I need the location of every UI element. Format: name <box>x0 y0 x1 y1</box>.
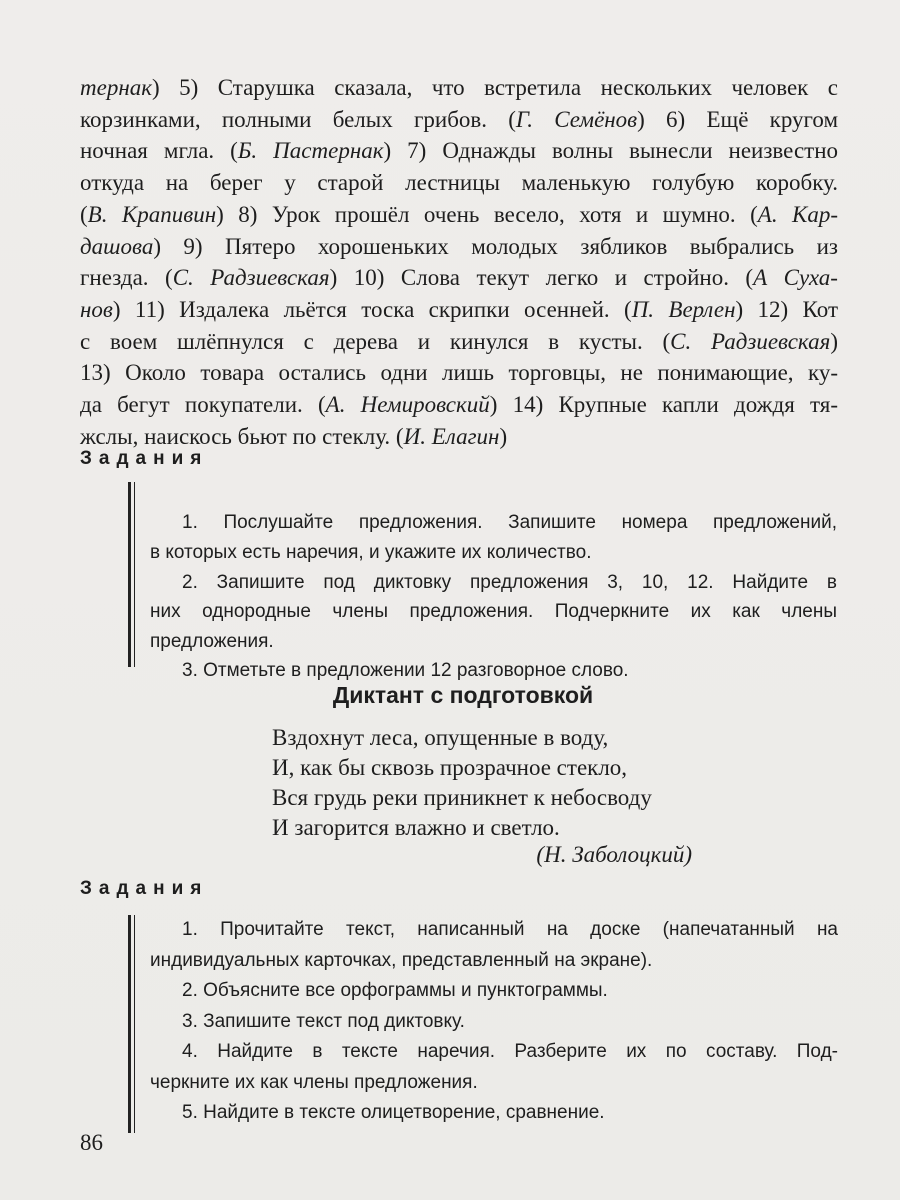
text-segment: ночная мгла. ( <box>80 138 238 164</box>
text-segment: ) 8) Урок прошёл очень весело, хотя и шумно. ( <box>216 201 758 227</box>
text-line <box>80 235 838 259</box>
text-line <box>80 108 838 132</box>
text-segment: ) 6) Ещё кругом <box>637 106 838 132</box>
text-line <box>80 298 838 322</box>
task-item-line: 2. Объясните все орфограммы и пунктограммы. <box>182 980 608 1001</box>
text-segment: ) 7) Однажды волны вынесли неизвестно <box>383 138 839 164</box>
text-segment: с воем шлёпнулся с дерева и кинулся в кусты. ( <box>80 328 671 354</box>
poem-author: (Н. Заболоцкий) <box>536 842 692 867</box>
author-citation: С. Радзиевская <box>172 265 330 291</box>
task-item-line: 3. Отметьте в предложении 12 разговорное слово. <box>182 660 629 681</box>
text-segment: корзинками, полными белых грибов. ( <box>80 106 516 132</box>
poem-line: И загорится влажно и светло. <box>272 815 560 840</box>
task-item-line: 1. Прочитайте текст, написанный на доске (напечатанный на <box>182 919 838 940</box>
poem-line: И, как бы сквозь прозрачное стекло, <box>272 755 628 780</box>
task-item-line: 3. Запишите текст под диктовку. <box>182 1010 465 1032</box>
text-segment: 13) Около товара остались одни лишь торговцы, не понимающие, ку- <box>80 360 838 386</box>
text-line <box>80 171 838 195</box>
task-item-line: черкните их как члены предложения. <box>150 1071 478 1093</box>
author-citation: С. Радзиевская <box>670 328 831 354</box>
author-citation: П. Верлен <box>631 296 736 322</box>
task-item-line: 5. Найдите в тексте олицетворение, сравнение. <box>182 1102 605 1123</box>
task-item-line: в которых есть наречия, и укажите их количество. <box>150 542 592 563</box>
poem-line: Вся грудь реки приникнет к небосводу <box>272 785 652 810</box>
author-citation: Г. Семёнов <box>515 106 638 132</box>
author-citation: нов <box>80 296 113 322</box>
tasks-margin-rule <box>128 482 135 667</box>
task-item-line: 1. Послушайте предложения. Запишите номера предложений, <box>182 512 837 533</box>
tasks-heading: Задания <box>80 878 209 899</box>
text-line <box>80 203 838 227</box>
text-line <box>80 393 838 417</box>
text-segment: ) 10) Слова текут легко и стройно. ( <box>329 265 754 291</box>
text-line <box>80 76 838 100</box>
text-line <box>80 266 838 290</box>
text-line <box>80 425 838 449</box>
text-segment: откуда на берег у старой лестницы маленькую голубую коробку. <box>80 170 838 196</box>
section-title: Диктант с подготовкой <box>332 682 594 708</box>
text-segment: ) 5) Старушка сказала, что встретила нескольких человек с <box>152 75 838 100</box>
task-item-line: индивидуальных карточках, представленный на экране). <box>150 949 653 971</box>
text-segment: да бегут покупатели. ( <box>80 392 326 417</box>
text-segment: ) 9) Пятеро хорошеньких молодых зябликов выбрались из <box>153 233 838 259</box>
author-citation: А. Немировский <box>325 392 490 417</box>
text-segment: ) 12) Кот <box>735 296 839 322</box>
text-line <box>80 330 838 354</box>
text-line <box>80 139 838 163</box>
text-segment: ) <box>830 328 838 354</box>
task-item-line: предложения. <box>150 631 274 652</box>
page-number: 86 <box>80 1130 103 1155</box>
text-segment: гнезда. ( <box>80 265 173 291</box>
author-citation: И. Елагин <box>403 423 500 449</box>
text-segment: ) 11) Издалека льётся тоска скрипки осенней. ( <box>112 296 632 322</box>
author-citation: тернак <box>80 75 152 100</box>
task-item-line: 2. Запишите под диктовку предложения 3, 10, 12. Найдите в <box>182 572 837 593</box>
poem-line: Вздохнут леса, опущенные в воду, <box>272 725 609 750</box>
task-item-line: них однородные члены предложения. Подчеркните их как члены <box>150 601 837 622</box>
author-citation: В. Крапивин <box>87 201 217 227</box>
text-segment: ) 14) Крупные капли дождя тя- <box>489 392 838 417</box>
text-segment: жслы, наискось бьют по стеклу. ( <box>80 423 404 449</box>
tasks-margin-rule <box>128 915 135 1133</box>
task-item-line: 4. Найдите в тексте наречия. Разберите их по составу. Под- <box>182 1041 838 1062</box>
author-citation: А Суха- <box>753 265 838 291</box>
text-line <box>80 361 838 385</box>
text-segment: ( <box>80 201 88 227</box>
author-citation: А. Кар- <box>757 201 838 227</box>
author-citation: дашова <box>80 233 154 259</box>
text-segment: ) <box>499 423 508 449</box>
author-citation: Б. Пастернак <box>237 138 384 164</box>
tasks-heading: Задания <box>80 448 209 469</box>
